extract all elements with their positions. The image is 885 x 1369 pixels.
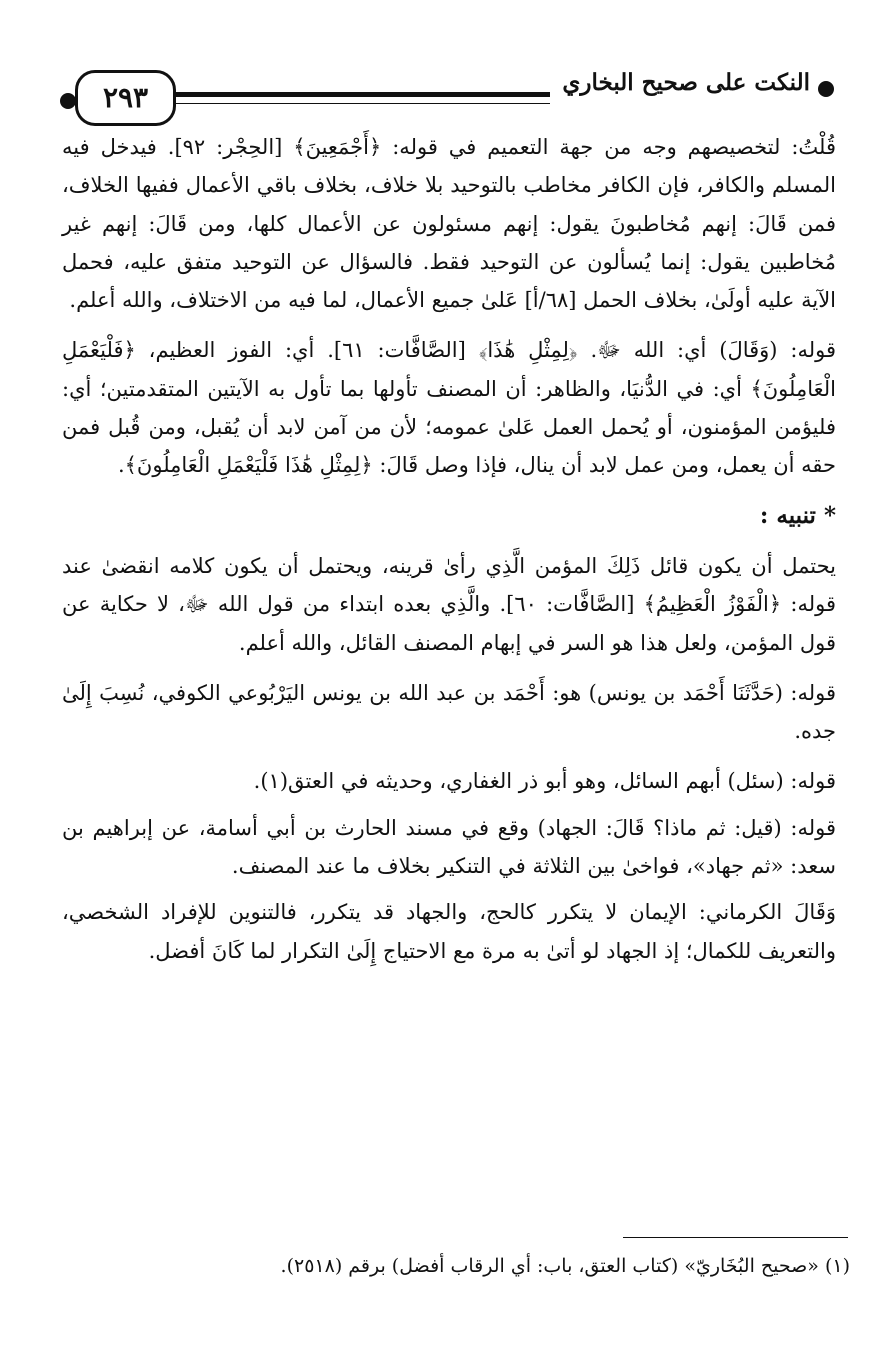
paragraph: يحتمل أن يكون قائل ذَلِكَ المؤمن الَّذِي رأىٰ قرينه، ويحتمل أن يكون كلامه انقضىٰ عند قوله: ﴿الْفَوْزُ الْعَظِيمُ﴾ [الصَّافَّات: ٦٠]. والَّذِي بعده ابتداء من قول الله ﷻ، لا حكاية عن قول المؤمن، ولعل هذا هو السر في إبهام المصنف القائل، والله أعلم. bbox=[62, 553, 837, 655]
running-title: النكت على صحيح البخاري bbox=[562, 69, 810, 96]
paragraph: وَقَالَ الكرماني: الإيمان لا يتكرر كالحج، والجهاد قد يتكرر، فالتنوين للإفراد الشخصي، والتعريف للكمال؛ إذ الجهاد لو أتىٰ به مرة مع الاحتياج إِلَىٰ التكرار لما كَانَ أفضل. bbox=[62, 900, 836, 963]
paragraph: قوله: (سئل) أبهم السائل، وهو أبو ذر الغفاري، وحديثه في العتق(١). bbox=[253, 769, 836, 794]
footnote: (١) «صحيح البُخَاريّ» (كتاب العتق، باب: أي الرقاب أفضل) برقم (٢٥١٨). bbox=[280, 1255, 850, 1277]
section-heading: * تنبيه : bbox=[759, 501, 836, 529]
footnote-separator bbox=[623, 1237, 848, 1238]
paragraph: قُلْتُ: لتخصيصهم وجه من جهة التعميم في قوله: ﴿أَجْمَعِينَ﴾ [الحِجْر: ٩٢]. فيدخل فيه المسلم والكافر، فإن الكافر مخاطب بالتوحيد بلا خلاف، بخلاف باقي الأعمال ففيها الخلاف، فمن قَالَ: إنهم مُخاطبونَ يقول: إنهم مسئولون عن الأعمال كلها، ومن قَالَ: إنهم غير مُخاطبين يقول: إنما يُسألون عن التوحيد فقط. فالسؤال عن التوحيد متفق عليه، فحمل الآية عليه أولَىٰ، بخلاف الحمل [٦٨/أ] عَلىٰ جميع الأعمال، لما فيه من الاختلاف، والله أعلم. bbox=[62, 135, 836, 313]
paragraph: قوله: (قيل: ثم ماذا؟ قَالَ: الجهاد) وقع في مسند الحارث بن أبي أسامة، عن إبراهيم بن سعد: «ثم جهاد»، فواخىٰ بين الثلاثة في التنكير بخلاف ما عند المصنف. bbox=[62, 815, 836, 879]
paragraph: قوله: (وَقَالَ) أي: الله ﷻ. ﴿لِمِثْلِ هَٰذَا﴾ [الصَّافَّات: ٦١]. أي: الفوز العظيم، ﴿فَلْيَعْمَلِ الْعَامِلُونَ﴾ أي: في الدُّنيَا، والظاهر: أن المصنف تأولها بما تأول به الآيتين المتقدمتين؛ أي: فليؤمن المؤمنون، أو يُحمل العمل عَلىٰ عمومه؛ لأن من آمن لابد أن يُقبل، ومن قُبل فمن حقه أن يعمل، ومن عمل لابد أن ينال، فإذا وصل قَالَ: ﴿لِمِثْلِ هَٰذَا فَلْيَعْمَلِ الْعَامِلُونَ﴾. bbox=[62, 338, 836, 478]
page-header bbox=[0, 0, 885, 130]
header-rule-thin bbox=[170, 103, 550, 104]
header-ornament-dot bbox=[818, 81, 834, 97]
header-rule bbox=[170, 92, 550, 97]
page-number: ٢٩٣ bbox=[75, 70, 176, 126]
main-text bbox=[62, 128, 836, 982]
paragraph: قوله: (حَدَّثَنَا أَحْمَد بن يونس) هو: أَحْمَد بن عبد الله بن يونس اليَرْبُوعي الكوفي، نُسِبَ إِلَىٰ جده. bbox=[62, 680, 836, 744]
header-ornament-dot bbox=[60, 93, 76, 109]
